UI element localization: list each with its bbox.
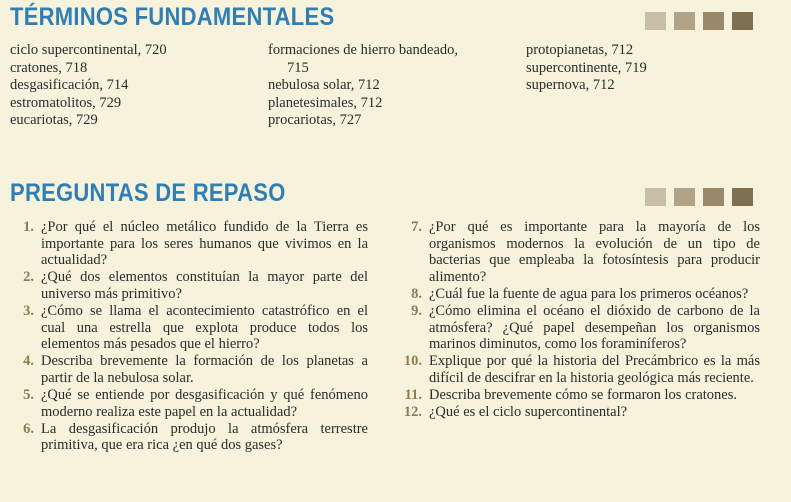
question-item — [10, 421, 368, 454]
question-item — [10, 303, 368, 353]
question-number: 8. — [411, 285, 422, 302]
term-item: estromatolitos, 729 — [10, 94, 122, 111]
term-item: nebulosa solar, 712 — [268, 77, 380, 93]
question-number: 12. — [403, 404, 422, 421]
question-number: 5. — [23, 386, 34, 403]
question-text: Describa brevemente la formación de los planetas a partir de la nebulosa solar. — [41, 353, 368, 386]
question-item — [10, 353, 368, 386]
question-item — [398, 303, 760, 353]
term-item: eucariotas, 729 — [10, 112, 98, 128]
question-number: 2. — [23, 269, 34, 286]
terms-column-3 — [526, 42, 647, 95]
terms-heading: TÉRMINOS FUNDAMENTALES — [10, 3, 335, 31]
term-item: cratones, 718 — [10, 59, 88, 76]
question-number: 1. — [23, 219, 34, 235]
questions-right-column — [398, 219, 760, 421]
square-3 — [703, 12, 724, 30]
question-number: 10. — [403, 353, 422, 370]
question-item — [398, 404, 760, 421]
question-item — [10, 387, 368, 420]
square-1 — [645, 12, 666, 30]
square-1 — [645, 188, 666, 206]
question-number: 11. — [404, 386, 422, 403]
term-item: protopianetas, 712 — [526, 42, 634, 58]
question-item — [10, 219, 368, 269]
square-3 — [703, 188, 724, 206]
term-item: desgasificación, 714 — [10, 77, 129, 93]
square-4 — [732, 188, 753, 206]
question-text: ¿Por qué el núcleo metálico fundido de la Tierra es importante para los seres humanos que vivimos en la actualidad? — [41, 219, 368, 269]
term-item: procariotas, 727 — [268, 112, 362, 128]
question-item — [398, 353, 760, 386]
question-text: Explique por qué la historia del Precámbrico es la más difícil de descifrar en la historia geológica más reciente. — [429, 353, 760, 386]
question-text: ¿Por qué es importante para la mayoría de los organismos modernos la evolución de un tipo de bacterias que empleaba la fotosíntesis para producir alimento? — [429, 219, 760, 285]
terms-column-2 — [268, 42, 458, 130]
term-item: 715 — [287, 59, 309, 76]
question-text: ¿Qué se entiende por desgasificación y qué fenómeno moderno realiza este papel en la actualidad? — [41, 386, 368, 420]
question-number: 9. — [411, 302, 422, 319]
question-item — [398, 286, 760, 303]
question-number: 4. — [23, 353, 34, 370]
question-item — [398, 387, 760, 404]
square-2 — [674, 12, 695, 30]
question-text: ¿Cómo se llama el acontecimiento catastrófico en el cual una estrella que explota produce todos los elementos más pesados que el hierro? — [41, 302, 368, 353]
decorative-squares — [645, 12, 753, 30]
question-number: 6. — [23, 420, 34, 437]
square-4 — [732, 12, 753, 30]
question-text: Describa brevemente cómo se formaron los cratones. — [429, 386, 738, 403]
question-text: La desgasificación produjo la atmósfera terrestre primitiva, que era rica ¿en qué dos gases? — [41, 420, 368, 454]
review-heading: PREGUNTAS DE REPASO — [10, 179, 286, 207]
term-item: supercontinente, 719 — [526, 59, 647, 76]
question-item — [398, 219, 760, 285]
question-text: ¿Cómo elimina el océano el dióxido de carbono de la atmósfera? ¿Qué papel desempeñan los organismos marinos diminutos, como los foraminíferos? — [429, 302, 760, 353]
term-item: planetesimales, 712 — [268, 94, 383, 111]
question-text: ¿Qué es el ciclo supercontinental? — [429, 404, 628, 421]
question-number: 7. — [411, 219, 422, 235]
square-2 — [674, 188, 695, 206]
questions-left-column — [10, 219, 368, 454]
question-text: ¿Qué dos elementos constituían la mayor parte del universo más primitivo? — [41, 269, 368, 302]
decorative-squares — [645, 188, 753, 206]
term-item: formaciones de hierro bandeado, — [268, 42, 459, 58]
term-item: supernova, 712 — [526, 77, 615, 93]
term-item: ciclo supercontinental, 720 — [10, 42, 167, 58]
question-number: 3. — [23, 302, 34, 319]
question-text: ¿Cuál fue la fuente de agua para los primeros océanos? — [429, 285, 749, 302]
terms-column-1 — [10, 42, 167, 130]
question-item — [10, 269, 368, 302]
